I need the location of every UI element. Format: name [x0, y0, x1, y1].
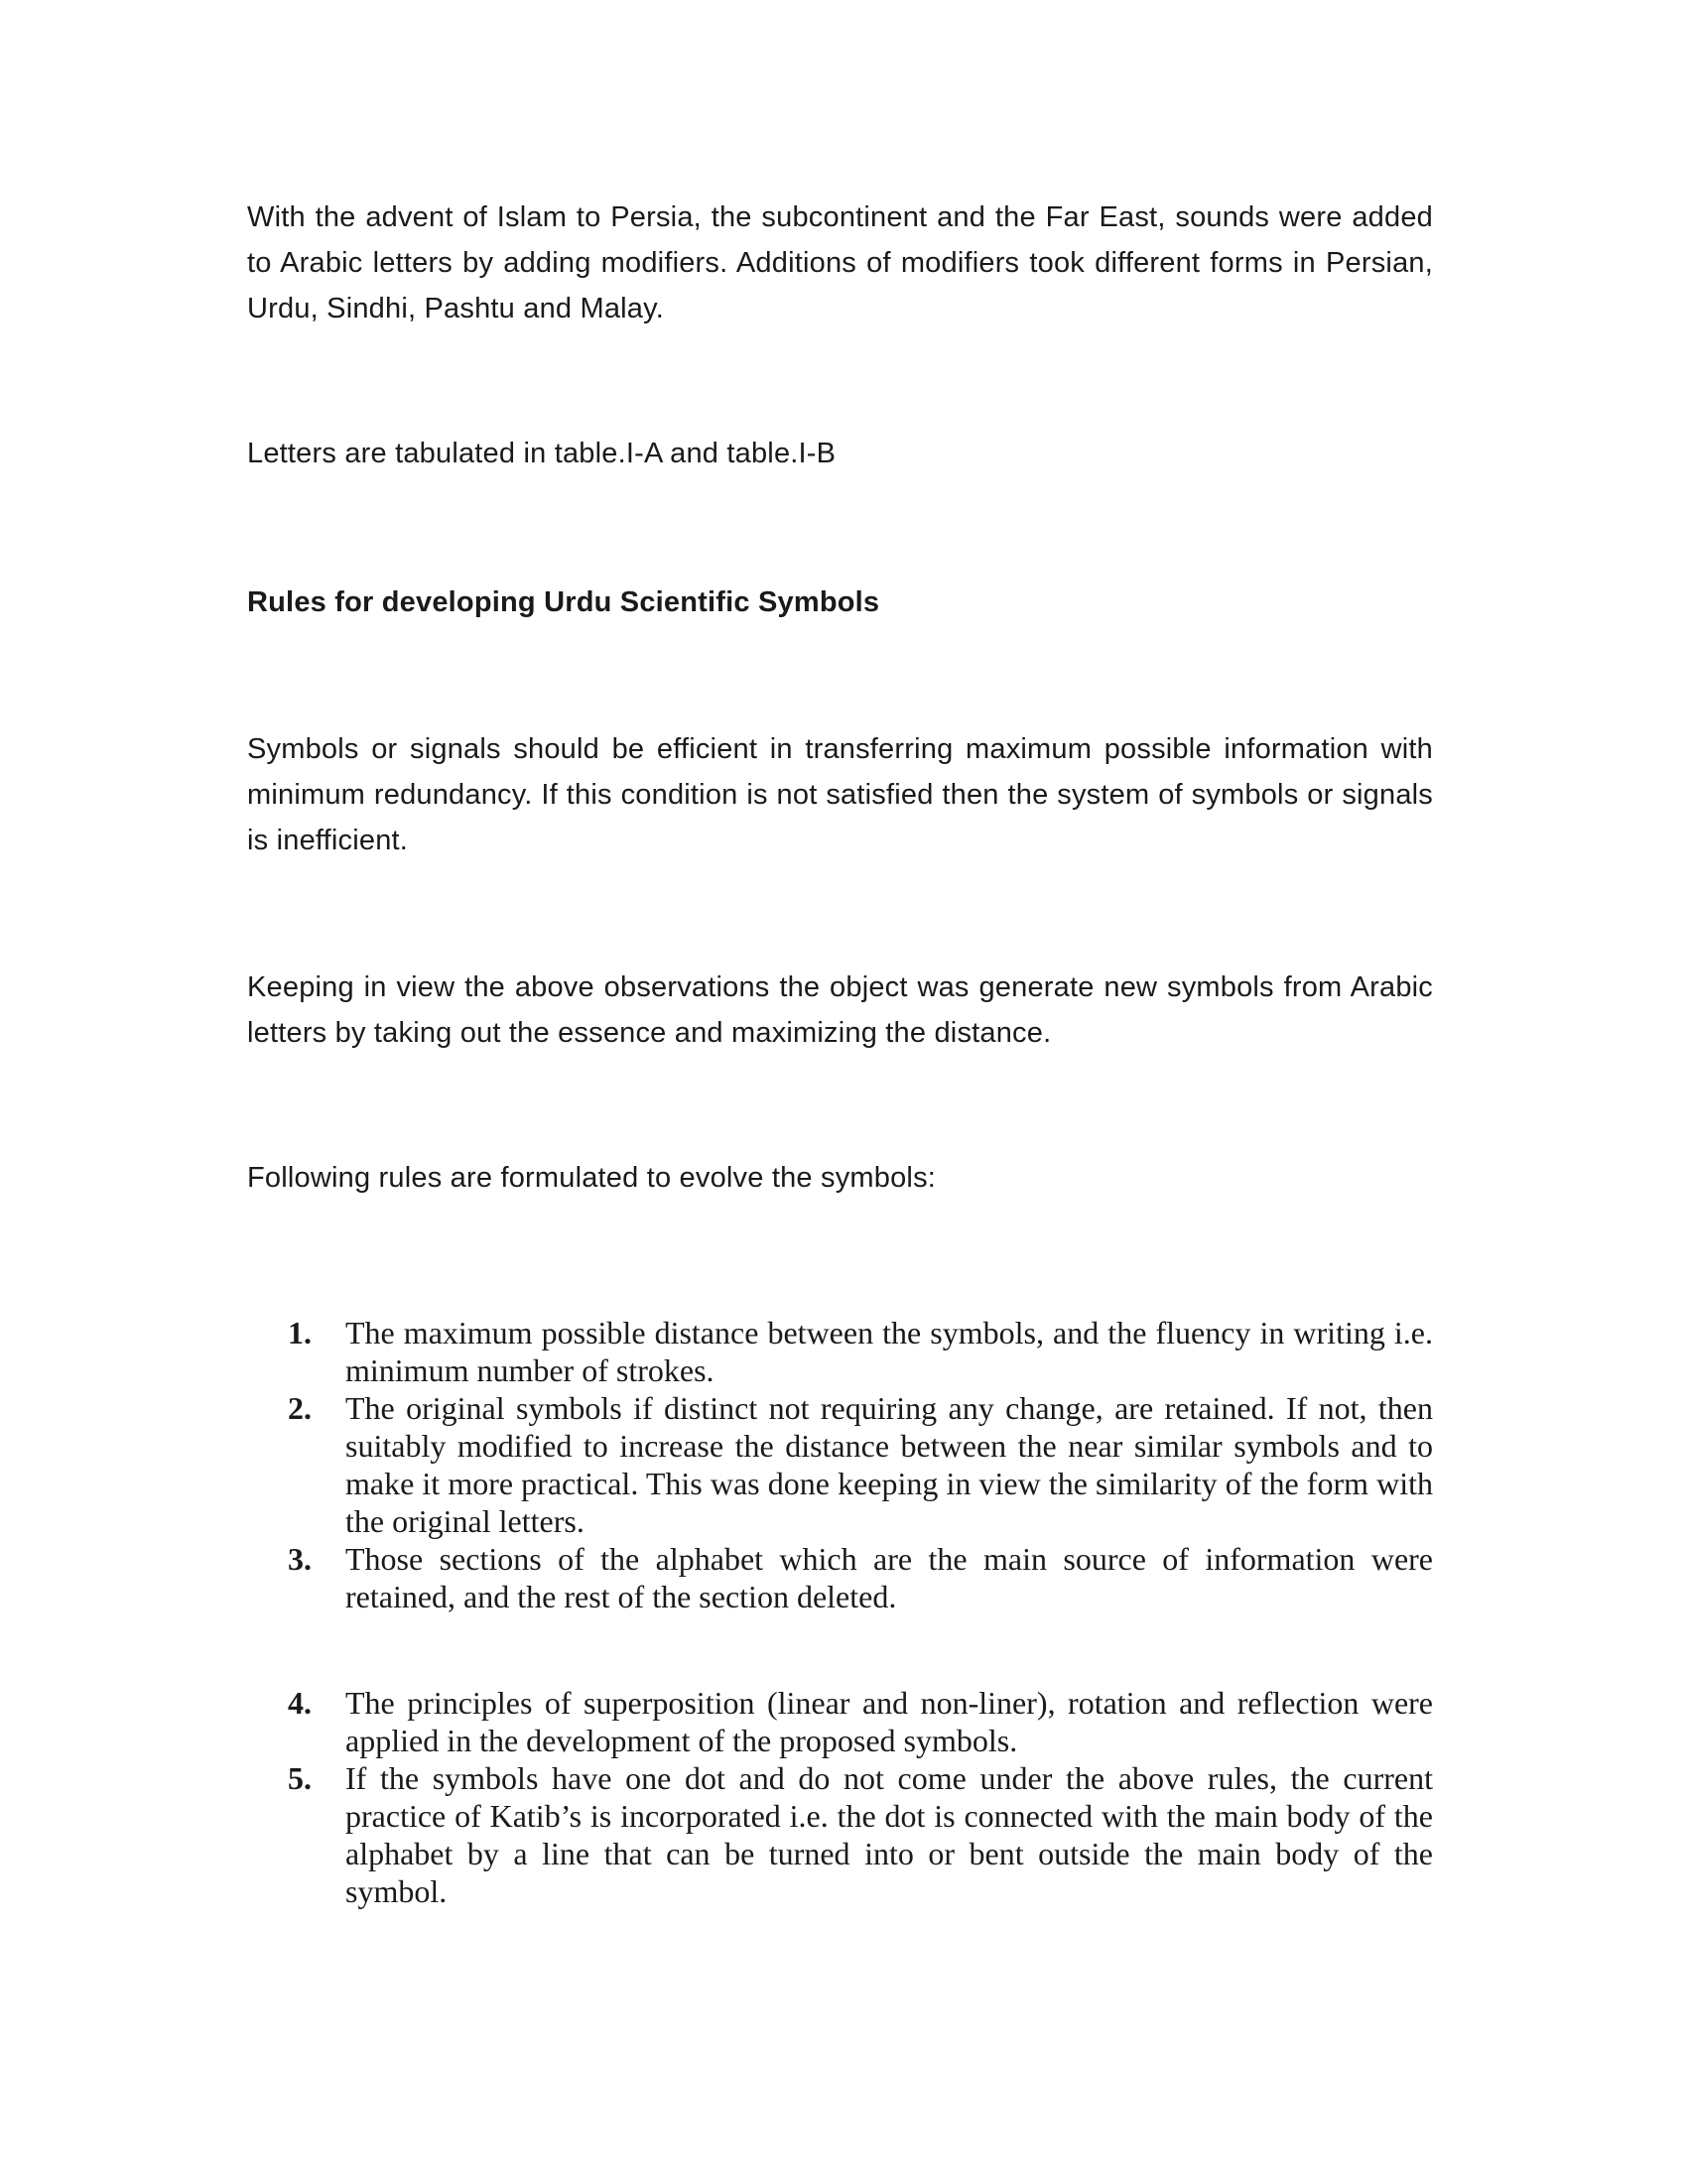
- rule-number: 3.: [288, 1541, 312, 1577]
- rule-item: [288, 1759, 1433, 1910]
- rules-list-part-1: [288, 1314, 1433, 1615]
- rule-number: 4.: [288, 1685, 312, 1721]
- rules-list-part-2: [288, 1684, 1433, 1910]
- tables-note: Letters are tabulated in table.I-A and table.I-B: [247, 438, 837, 469]
- efficiency-paragraph: Symbols or signals should be efficient in transferring maximum possible information with minimum redundancy. If this condition is not satisfied then the system of symbols or signals is inefficient.: [247, 733, 1433, 856]
- rule-text: The original symbols if distinct not requiring any change, are retained. If not, then suitably modified to increase the distance between the near similar symbols and to make it more practical. This was done keeping in view the similarity of the form with the original letters.: [345, 1390, 1433, 1539]
- rule-text: The maximum possible distance between the symbols, and the fluency in writing i.e. minimum number of strokes.: [345, 1315, 1433, 1388]
- intro-paragraph: With the advent of Islam to Persia, the subcontinent and the Far East, sounds were added to Arabic letters by adding modifiers. Additions of modifiers took different forms in Persian, Urdu, Sindhi, Pashtu and Malay.: [247, 201, 1433, 324]
- rule-number: 1.: [288, 1315, 312, 1350]
- rule-item: [288, 1684, 1433, 1759]
- objective-paragraph: Keeping in view the above observations the object was generate new symbols from Arabic letters by taking out the essence and maximizing the distance.: [247, 971, 1433, 1049]
- rule-text: Those sections of the alphabet which are the main source of information were retained, and the rest of the section deleted.: [345, 1541, 1433, 1614]
- rule-item: [288, 1389, 1433, 1540]
- rule-item: [288, 1314, 1433, 1389]
- rule-number: 5.: [288, 1760, 312, 1796]
- section-heading: Rules for developing Urdu Scientific Symbols: [247, 586, 880, 618]
- rule-item: [288, 1540, 1433, 1615]
- rule-text: The principles of superposition (linear and non-liner), rotation and reflection were applied in the development of the proposed symbols.: [345, 1685, 1433, 1758]
- rules-intro: Following rules are formulated to evolve the symbols:: [247, 1162, 937, 1194]
- rule-text: If the symbols have one dot and do not come under the above rules, the current practice of Katib’s is incorporated i.e. the dot is connected with the main body of the alphabet by a line that can be turned into or bent outside the main body of the symbol.: [345, 1760, 1433, 1909]
- rule-number: 2.: [288, 1390, 312, 1426]
